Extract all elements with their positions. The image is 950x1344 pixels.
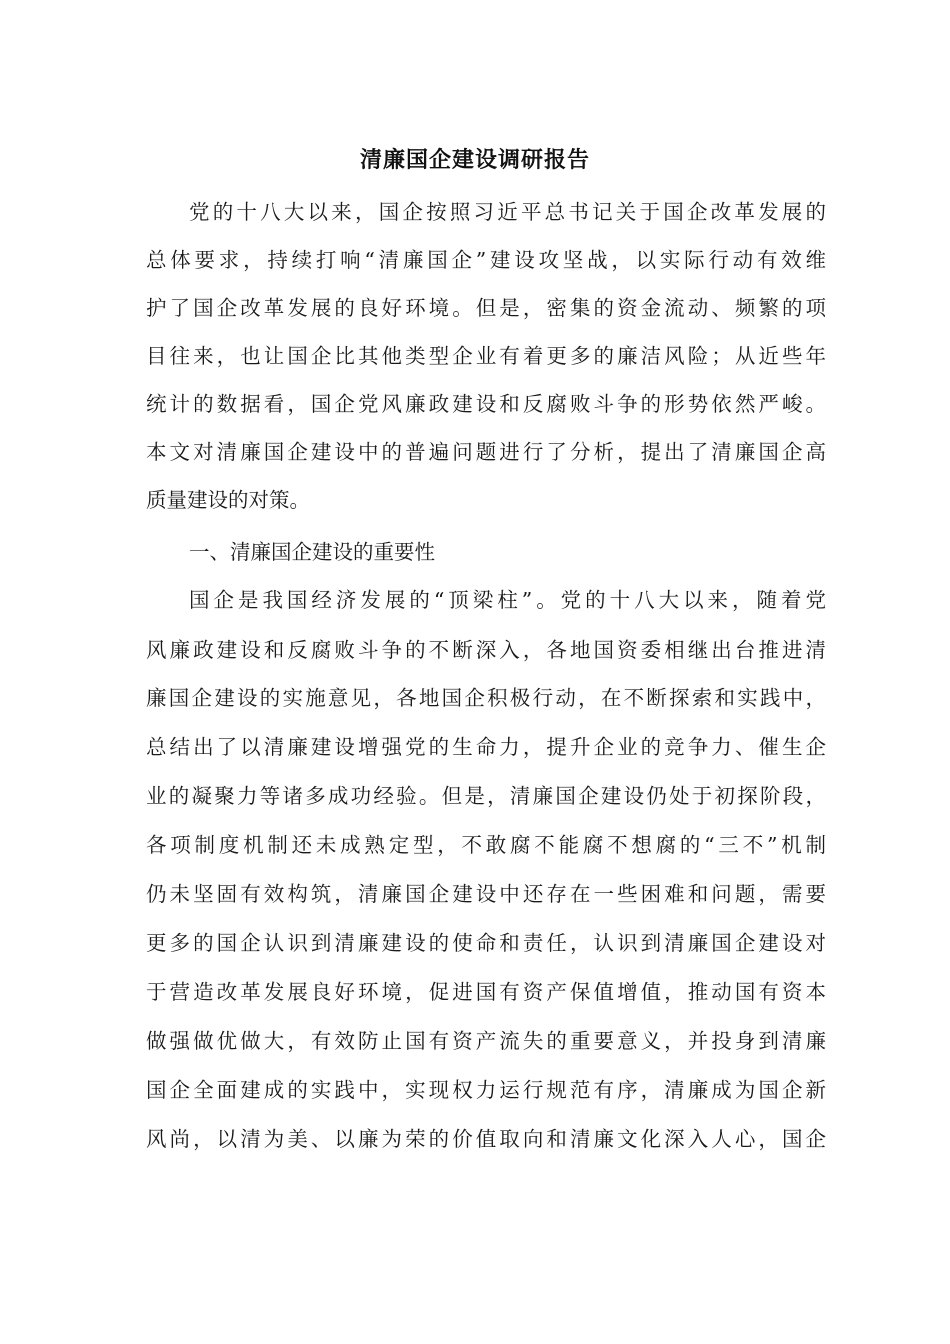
document-title: 清廉国企建设调研报告 bbox=[359, 148, 590, 173]
paragraph-line: 风廉政建设和反腐败斗争的不断深入，各地国资委相继出台推进清 bbox=[146, 638, 826, 662]
paragraph-line: 仍未坚固有效构筑，清廉国企建设中还存在一些困难和问题，需要 bbox=[146, 882, 826, 906]
paragraph-line: 本文对清廉国企建设中的普遍问题进行了分析，提出了清廉国企高 bbox=[146, 440, 826, 464]
paragraph-line: 护了国企改革发展的良好环境。但是，密集的资金流动、频繁的项 bbox=[146, 296, 826, 320]
paragraph-line: 总体要求，持续打响“清廉国企”建设攻坚战，以实际行动有效维 bbox=[146, 248, 826, 272]
paragraph-line: 业的凝聚力等诸多成功经验。但是，清廉国企建设仍处于初探阶段， bbox=[146, 784, 826, 808]
paragraph-line: 国企是我国经济发展的“顶梁柱”。党的十八大以来，随着党 bbox=[189, 588, 826, 612]
paragraph-line: 目往来，也让国企比其他类型企业有着更多的廉洁风险；从近些年 bbox=[146, 344, 826, 368]
paragraph-line: 更多的国企认识到清廉建设的使命和责任，认识到清廉国企建设对 bbox=[146, 931, 826, 955]
paragraph-line: 于营造改革发展良好环境，促进国有资产保值增值，推动国有资本 bbox=[146, 980, 826, 1004]
paragraph-line: 总结出了以清廉建设增强党的生命力，提升企业的竞争力、催生企 bbox=[146, 735, 826, 759]
paragraph-line: 党的十八大以来，国企按照习近平总书记关于国企改革发展的 bbox=[189, 200, 826, 224]
paragraph-line: 做强做优做大，有效防止国有资产流失的重要意义，并投身到清廉 bbox=[146, 1029, 826, 1053]
paragraph-line: 各项制度机制还未成熟定型，不敢腐不能腐不想腐的“三不”机制 bbox=[146, 833, 826, 857]
paragraph-line: 廉国企建设的实施意见，各地国企积极行动，在不断探索和实践中， bbox=[146, 686, 826, 710]
section-heading: 一、清廉国企建设的重要性 bbox=[189, 540, 435, 564]
paragraph-line: 国企全面建成的实践中，实现权力运行规范有序，清廉成为国企新 bbox=[146, 1078, 826, 1102]
paragraph-line: 风尚，以清为美、以廉为荣的价值取向和清廉文化深入人心，国企 bbox=[146, 1127, 826, 1151]
paragraph-line: 质量建设的对策。 bbox=[146, 488, 310, 512]
paragraph-line: 统计的数据看，国企党风廉政建设和反腐败斗争的形势依然严峻。 bbox=[146, 392, 826, 416]
